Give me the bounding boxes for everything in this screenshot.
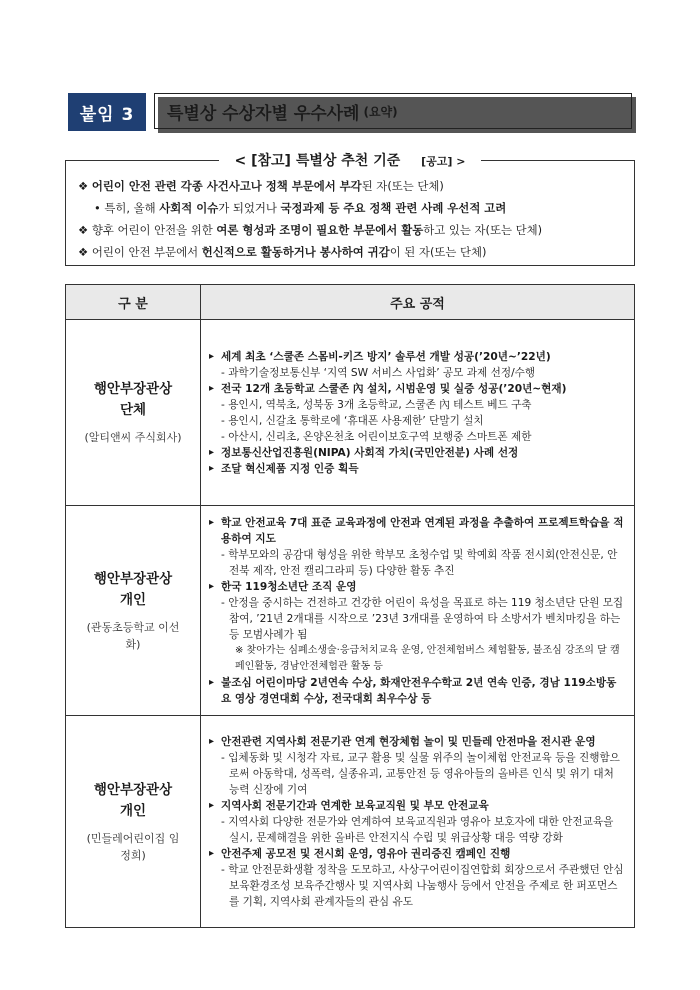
criteria-line-1: ❖ 어린이 안전 관련 각종 사건사고나 정책 부문에서 부각된 자(또는 단체) <box>78 179 444 193</box>
award-name: 행안부장관상 <box>93 570 173 587</box>
attachment-badge: 붙임 3 <box>68 93 146 131</box>
achievement-bullet: ▸ 한국 119청소년단 조직 운영 <box>209 579 626 595</box>
table-header-row <box>66 285 635 320</box>
reference-title-suffix: [공고] > <box>413 155 473 168</box>
achievement-cell <box>201 506 635 716</box>
achievement-detail: - 학부모와의 공감대 형성을 위한 학부모 초청수업 및 학예회 작품 전시회(안전신문, 안전북 제작, 안전 캘리그라피 등) 다양한 활동 추진 <box>221 548 618 577</box>
reference-title-text: < [참고] 특별상 추천 기준 <box>227 153 409 169</box>
awardee-cell <box>66 506 201 716</box>
achievement-cell <box>201 716 635 928</box>
achievement-bullet: ▸ 불조심 어린이마당 2년연속 수상, 화재안전우수학교 2년 연속 인증, 경남 119소방동요 영상 경연대회 수상, 전국대회 최우수상 등 <box>209 675 626 707</box>
awardee-org: (민들레어린이집 임정희) <box>86 831 180 862</box>
achievement-note: ※ 찾아가는 심폐소생술·응급처치교육 운영, 안전체험버스 체험활동, 불조심 강조의 달 캠페인활동, 경남안전체험관 활동 등 <box>235 644 620 672</box>
achievement-bullet: ▸ 정보통신산업진흥원(NIPA) 사회적 가치(국민안전분) 사례 선정 <box>209 445 626 461</box>
table-row <box>66 716 635 928</box>
criteria-line-4: ❖ 어린이 안전 부문에서 헌신적으로 활동하거나 봉사하여 귀감이 된 자(또는 단체) <box>78 245 487 259</box>
awardee-cell <box>66 716 201 928</box>
achievement-bullet: ▸ 학교 안전교육 7대 표준 교육과정에 안전과 연계된 과정을 추출하여 프로젝트학습을 적용하여 지도 <box>209 515 626 547</box>
table-row <box>66 506 635 716</box>
achievements-table <box>65 284 635 928</box>
award-name: 행안부장관상 <box>93 381 173 397</box>
achievement-bullet: ▸ 조달 혁신제품 지정 인증 획득 <box>209 461 626 477</box>
award-type: 개인 <box>119 802 147 819</box>
achievement-detail: - 안정을 중시하는 건전하고 건강한 어린이 육성을 목표로 하는 119 청소년단 단원 모집 참여, ’21년 2개대를 시작으로 ’23년 3개대를 운영하여 타 소방서가 벤치마킹을 하는 등 모범사례가 됨 <box>221 596 624 641</box>
attachment-header <box>68 93 634 131</box>
col-header-achievements: 주요 공적 <box>201 285 635 320</box>
reference-criteria-box <box>65 153 635 266</box>
col-header-category: 구 분 <box>66 285 201 320</box>
achievement-detail: - 과학기술정보통신부 ‘지역 SW 서비스 사업화’ 공모 과제 선정/수행 <box>221 366 536 379</box>
awardee-org: (관동초등학교 이선화) <box>86 620 180 651</box>
achievement-bullet: ▸ 안전관련 지역사회 전문기관 연계 현장체험 놀이 및 민들레 안전마을 전시관 운영 <box>209 734 626 750</box>
criteria-line-3: ❖ 향후 어린이 안전을 위한 여론 형성과 조명이 필요한 부문에서 활동하고 있는 자(또는 단체) <box>78 223 543 237</box>
achievement-bullet: ▸ 안전주제 공모전 및 전시회 운영, 영유아 권리증진 캠페인 진행 <box>209 846 626 862</box>
page-title-box <box>154 93 632 129</box>
table-row <box>66 320 635 506</box>
achievement-detail: - 용인시, 역북초, 성북동 3개 초등학교, 스쿨존 內 테스트 베드 구축 <box>221 398 532 411</box>
criteria-line-2: • 특히, 올해 사회적 이슈가 되었거나 국정과제 등 주요 정책 관련 사례 우선적 고려 <box>94 201 507 215</box>
achievement-detail: - 지역사회 다양한 전문가와 연계하여 보육교직원과 영유아 보호자에 대한 안전교육을 실시, 문제해결을 위한 올바른 안전지식 수립 및 위급상황 대응 역량 강화 <box>221 815 614 844</box>
achievement-detail: - 학교 안전문화생활 정착을 도모하고, 사상구어린이집연합회 회장으로서 주관했던 안심보육환경조성 보육주간행사 및 지역사회 나눔행사 등에서 안전을 주제로 한 퍼포먼스를 기획, 지역사회 관계자들의 관심 유도 <box>221 863 624 908</box>
achievement-bullet: ▸ 지역사회 전문기간과 연계한 보육교직원 및 부모 안전교육 <box>209 798 626 814</box>
page-subtitle: (요약) <box>363 104 398 119</box>
page-title: 특별상 수상자별 우수사례 <box>167 103 360 124</box>
award-name: 행안부장관상 <box>93 781 173 798</box>
achievement-detail: - 용인시, 신갈초 통학로에 ‘휴대폰 사용제한’ 단말기 설치 <box>221 414 484 427</box>
awardee-cell <box>66 320 201 506</box>
reference-lines <box>78 175 626 263</box>
achievement-bullet: ▸ 전국 12개 초등학교 스쿨존 內 설치, 시범운영 및 실증 성공(’20년~현재) <box>209 381 626 397</box>
achievement-detail: - 아산시, 신리초, 온양온천초 어린이보호구역 보행중 스마트폰 제한 <box>221 430 532 443</box>
achievement-cell <box>201 320 635 506</box>
awardee-org: (알티앤씨 주식회사) <box>84 431 182 444</box>
achievement-detail: - 입체동화 및 시청각 자료, 교구 활용 및 실물 위주의 놀이체험 안전교육 등을 진행함으로써 아동학대, 성폭력, 실종유괴, 교통안전 등 영유아들의 올바른 인식 및 위기 대처 능력 신장에 기여 <box>221 751 620 796</box>
reference-title <box>66 150 634 170</box>
award-type: 단체 <box>119 402 147 418</box>
achievement-bullet: ▸ 세계 최초 ‘스쿨존 스몸비-키즈 방지’ 솔루션 개발 성공(’20년~’22년) <box>209 349 626 365</box>
award-type: 개인 <box>119 591 147 608</box>
